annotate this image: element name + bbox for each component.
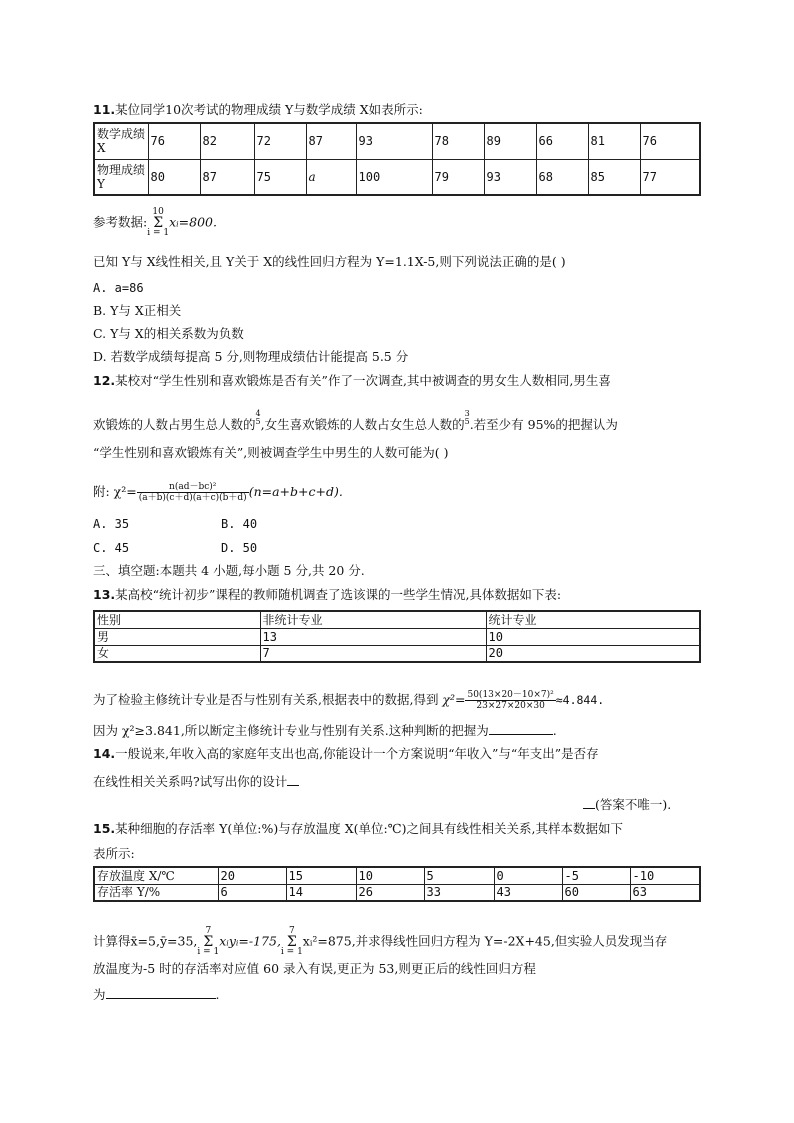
table-cell: 79 (432, 159, 484, 195)
q12-line-3: “学生性别和喜欢锻炼有关”,则被调查学生中男生的人数可能为( ) (93, 445, 449, 460)
q12-option-d: D. 50 (221, 541, 258, 555)
table-cell: 93 (356, 123, 432, 159)
q12-option-a: A. 35 (93, 517, 130, 531)
q11-option-c: C. Y与 X的相关系数为负数 (93, 326, 244, 341)
table-cell: 20 (486, 645, 700, 662)
q11-option-d: D. 若数学成绩每提高 5 分,则物理成绩估计能提高 5.5 分 (93, 349, 409, 364)
table-cell: 93 (484, 159, 536, 195)
table-cell: 100 (356, 159, 432, 195)
table-row (94, 123, 700, 159)
column-header: 性别 (94, 611, 260, 628)
section-3-heading: 三、填空题:本题共 4 小题,每小题 5 分,共 20 分. (93, 563, 365, 578)
table-cell: 75 (254, 159, 306, 195)
q11-number: 11. (93, 102, 116, 117)
table-cell: 男 (94, 628, 260, 645)
table-cell: 68 (536, 159, 588, 195)
q11-known-condition: 已知 Y与 X线性相关,且 Y关于 X的线性回归方程为 Y=1.1X-5,则下列说法正确的是( ) (93, 254, 566, 269)
table-cell: -5 (562, 867, 630, 884)
answer-blank[interactable] (106, 986, 216, 999)
table-header-row (94, 611, 700, 628)
q15-data-table (93, 866, 701, 902)
q14-line-1: 14.一般说来,年收入高的家庭年支出也高,你能设计一个方案说明“年收入”与“年支出”是否存 (93, 746, 599, 761)
table-cell: 81 (588, 123, 640, 159)
q15-line-2: 表所示: (93, 846, 135, 861)
column-header: 统计专业 (486, 611, 700, 628)
table-cell: 14 (286, 884, 356, 901)
answer-blank[interactable] (583, 796, 595, 809)
table-row (94, 159, 700, 195)
table-cell: 60 (562, 884, 630, 901)
q15-number: 15. (93, 821, 116, 836)
table-cell: 77 (640, 159, 700, 195)
summation-symbol: 7 Σ i = 1 (197, 926, 220, 957)
table-cell: 76 (640, 123, 700, 159)
q12-line-1: 12.某校对“学生性别和喜欢锻炼是否有关”作了一次调查,其中被调查的男女生人数相同,男生喜 (93, 373, 611, 388)
table-cell: 6 (218, 884, 286, 901)
fraction: 4 5 (255, 409, 261, 426)
table-cell: 89 (484, 123, 536, 159)
table-cell: 10 (356, 867, 424, 884)
table-cell: 7 (260, 645, 486, 662)
q11-stem: 11.某位同学10次考试的物理成绩 Y与数学成绩 X如表所示: (93, 102, 423, 117)
table-cell: 63 (630, 884, 700, 901)
q13-number: 13. (93, 587, 116, 602)
table-cell: 82 (200, 123, 254, 159)
row-label: 物理成绩 Y (94, 159, 148, 195)
table-cell: 87 (306, 123, 356, 159)
row-label: 存放温度 X/℃ (94, 867, 218, 884)
answer-blank[interactable] (287, 773, 299, 786)
summation-symbol: 10 Σ i = 1 (147, 207, 170, 238)
answer-blank[interactable] (489, 722, 553, 735)
table-cell: 15 (286, 867, 356, 884)
q12-line-2: 欢锻炼的人数占男生总人数的 4 5 ,女生喜欢锻炼的人数占女生总人数的 3 5 .若至少有 95%的把握认为 (93, 409, 618, 433)
table-cell: 13 (260, 628, 486, 645)
q11-option-a: A. a=86 (93, 281, 144, 295)
table-cell: 78 (432, 123, 484, 159)
table-cell: 66 (536, 123, 588, 159)
q15-line-4: 放温度为-5 时的存活率对应值 60 录入有误,更正为 53,则更正后的线性回归方程 (93, 961, 536, 976)
q14-line-2: 在线性相关关系吗?试写出你的设计 (93, 773, 299, 790)
table-cell: 0 (494, 867, 562, 884)
q15-line-1: 15.某种细胞的存活率 Y(单位:%)与存放温度 X(单位:℃)之间具有线性相关关系,其样本数据如下 (93, 821, 624, 836)
table-row (94, 628, 700, 645)
q13-stem: 13.某高校“统计初步”课程的教师随机调查了选该课的一些学生情况,具体数据如下表: (93, 587, 562, 602)
q12-option-c: C. 45 (93, 541, 130, 555)
summation-symbol: 7 Σ i = 1 (280, 926, 303, 957)
table-cell: 76 (148, 123, 200, 159)
q11-option-b: B. Y与 X正相关 (93, 303, 182, 318)
q11-score-table (93, 122, 701, 196)
table-cell: 26 (356, 884, 424, 901)
table-row (94, 645, 700, 662)
table-cell: -10 (630, 867, 700, 884)
q12-attachment-formula: 附: χ²= $\frac{\text{n(ad－bc)²}}{(a+b)(c+d)(a+c)(b+d)}$ (n=a+b+c+d). (93, 482, 343, 503)
chi-square-fraction: $\frac{\text{50(13×20－10×7)²}}{23\times 27\times 20\times 30}$ (467, 690, 554, 711)
q12-number: 12. (93, 373, 116, 388)
chi-square-fraction: $\frac{\text{n(ad－bc)²}}{(a+b)(c+d)(a+c)(b+d)}$ (138, 482, 247, 503)
row-label: 数学成绩 X (94, 123, 148, 159)
column-header: 非统计专业 (260, 611, 486, 628)
table-row (94, 884, 700, 901)
row-label: 存活率 Y/% (94, 884, 218, 901)
table-cell: a (306, 159, 356, 195)
table-cell: 43 (494, 884, 562, 901)
table-cell: 女 (94, 645, 260, 662)
q13-conclusion-line: 因为 χ²≥3.841,所以断定主修统计专业与性别有关系.这种判断的把握为 . (93, 723, 557, 738)
table-cell: 10 (486, 628, 700, 645)
table-cell: 80 (148, 159, 200, 195)
q14-number: 14. (93, 746, 116, 761)
table-cell: 33 (424, 884, 494, 901)
fraction: 3 5 (464, 409, 470, 426)
q13-chi-square-line: 为了检验主修统计专业是否与性别有关系,根据表中的数据,得到 χ²= $\frac{\text{50(13×20－10×7)²}}{23\times 27\times 20\times 30}$ ≈4.844. (93, 690, 605, 711)
q12-option-b: B. 40 (221, 517, 258, 531)
q15-calculation-line: 计算得x̄=5,ȳ=35,7 Σ i = 1xᵢyᵢ=-175,7 Σ i = 1xᵢ²=875,并求得线性回归方程为 Y=-2X+45,但实验人员发现当存 (93, 926, 668, 957)
table-cell: 87 (200, 159, 254, 195)
q15-line-5: 为 . (93, 987, 220, 1002)
q13-contingency-table (93, 610, 701, 663)
table-cell: 5 (424, 867, 494, 884)
table-row (94, 867, 700, 884)
table-cell: 72 (254, 123, 306, 159)
q11-reference-data: 参考数据:10 Σ i = 1xᵢ=800. (93, 207, 217, 238)
q14-line-3: (答案不唯一). (583, 796, 671, 813)
table-cell: 85 (588, 159, 640, 195)
table-cell: 20 (218, 867, 286, 884)
